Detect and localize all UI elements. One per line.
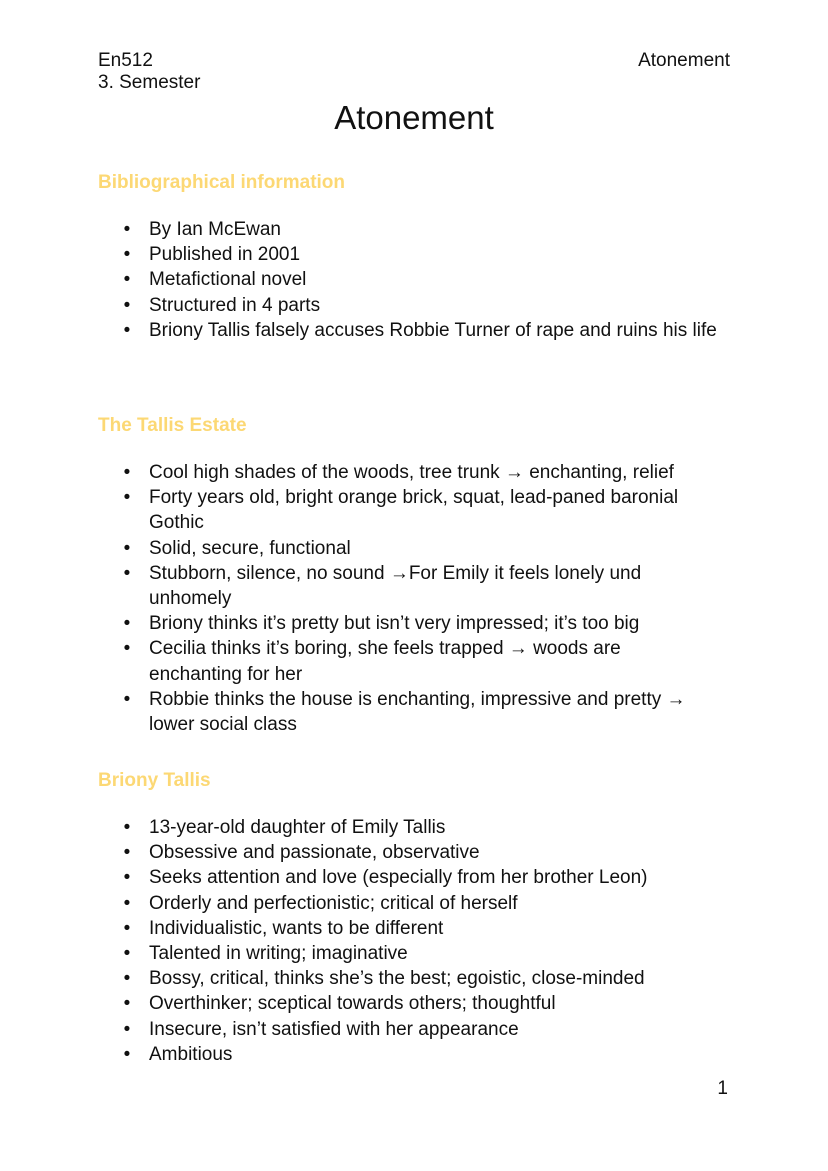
list-item <box>0 941 828 966</box>
list-item <box>0 1017 828 1042</box>
semester: 3. Semester <box>98 72 201 93</box>
list-item <box>0 318 828 343</box>
list-item-text: Seeks attention and love (especially from her brother Leon) <box>149 867 648 889</box>
tallis-estate-list <box>0 460 828 737</box>
bullet-icon: • <box>123 917 131 939</box>
list-item <box>0 815 828 840</box>
list-item-text: Cecilia thinks it’s boring, she feels trapped → woods are enchanting for her <box>149 638 621 685</box>
bullet-icon: • <box>123 1043 131 1065</box>
list-item <box>0 1042 828 1067</box>
list-item <box>0 293 828 318</box>
list-item-text: Talented in writing; imaginative <box>149 943 408 965</box>
list-item <box>0 561 828 611</box>
list-item-text: Briony thinks it’s pretty but isn’t very impressed; it’s too big <box>149 613 640 635</box>
bullet-icon: • <box>123 968 131 990</box>
list-item <box>0 687 828 737</box>
bullet-icon: • <box>123 817 131 838</box>
list-item <box>0 460 828 485</box>
course-code: En512 <box>98 50 153 71</box>
briony-tallis-list <box>0 815 828 1067</box>
bullet-icon: • <box>123 487 131 509</box>
bullet-icon: • <box>123 867 131 889</box>
list-item-text: Forty years old, bright orange brick, squat, lead-paned baronial Gothic <box>149 487 679 534</box>
bullet-icon: • <box>123 613 131 635</box>
list-item <box>0 966 828 991</box>
list-item-text: Stubborn, silence, no sound →For Emily it feels lonely und unhomely <box>149 562 642 610</box>
bullet-icon: • <box>123 638 131 660</box>
bullet-icon: • <box>123 842 131 864</box>
bullet-icon: • <box>123 269 131 291</box>
section-heading-briony-tallis: Briony Tallis <box>98 770 211 791</box>
page-title: Atonement <box>334 99 494 136</box>
bullet-icon: • <box>123 1018 131 1040</box>
list-item <box>0 267 828 292</box>
list-item-text: Insecure, isn’t satisfied with her appearance <box>149 1018 519 1040</box>
bullet-icon: • <box>123 688 131 710</box>
page-number: 1 <box>717 1078 728 1099</box>
list-item-text: 13-year-old daughter of Emily Tallis <box>149 817 446 838</box>
bullet-icon: • <box>123 537 131 559</box>
list-item-text: Obsessive and passionate, observative <box>149 842 480 864</box>
list-item-text: Published in 2001 <box>149 244 301 266</box>
list-item <box>0 916 828 941</box>
bullet-icon: • <box>123 319 131 341</box>
section-heading-tallis-estate: The Tallis Estate <box>98 415 247 436</box>
bullet-icon: • <box>123 562 131 584</box>
list-item <box>0 217 828 242</box>
bullet-icon: • <box>123 462 131 483</box>
list-item-text: Individualistic, wants to be different <box>149 917 444 939</box>
list-item-text: Structured in 4 parts <box>149 294 321 316</box>
bullet-icon: • <box>123 943 131 965</box>
list-item <box>0 865 828 890</box>
list-item <box>0 636 828 686</box>
list-item-text: Briony Tallis falsely accuses Robbie Turner of rape and ruins his life <box>149 319 717 341</box>
running-title: Atonement <box>638 50 730 71</box>
list-item-text: Metafictional novel <box>149 269 307 291</box>
list-item-text: By Ian McEwan <box>149 219 281 240</box>
bullet-icon: • <box>123 892 131 914</box>
list-item <box>0 840 828 865</box>
list-item <box>0 242 828 267</box>
bullet-icon: • <box>123 993 131 1015</box>
list-item-text: Cool high shades of the woods, tree trunk → enchanting, relief <box>149 462 674 483</box>
bullet-icon: • <box>123 294 131 316</box>
list-item-text: Solid, secure, functional <box>149 537 351 559</box>
bullet-icon: • <box>123 244 131 266</box>
list-item-text: Ambitious <box>149 1043 233 1065</box>
list-item <box>0 991 828 1016</box>
section-heading-bibliographical-information: Bibliographical information <box>98 172 346 193</box>
list-item-text: Robbie thinks the house is enchanting, impressive and pretty → lower social class <box>149 688 686 736</box>
list-item <box>0 485 828 535</box>
list-item-text: Orderly and perfectionistic; critical of herself <box>149 892 518 914</box>
list-item-text: Overthinker; sceptical towards others; thoughtful <box>149 993 556 1015</box>
list-item <box>0 611 828 636</box>
list-item <box>0 891 828 916</box>
list-item-text: Bossy, critical, thinks she’s the best; egoistic, close-minded <box>149 968 645 990</box>
bibliographical-information-list <box>0 217 828 343</box>
header-left <box>98 50 200 94</box>
list-item <box>0 536 828 561</box>
bullet-icon: • <box>123 219 131 240</box>
